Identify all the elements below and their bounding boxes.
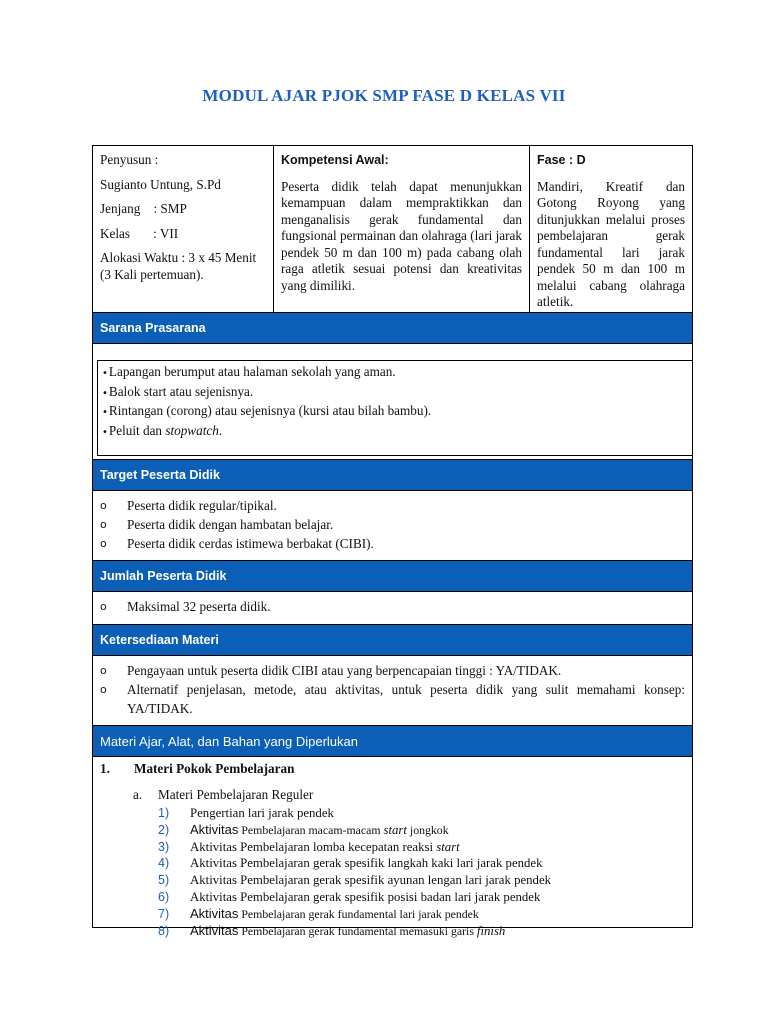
kompetensi-title: Kompetensi Awal: [281, 153, 389, 167]
circle-bullet-icon: o [100, 683, 107, 696]
bullet-icon: • [102, 368, 108, 379]
materi-pokok-heading: 1. Materi Pokok Pembelajaran [100, 761, 295, 776]
bullet-icon: • [102, 387, 108, 399]
item-number: 5) [158, 873, 170, 888]
item-number: 3) [158, 839, 170, 854]
circle-bullet-icon: o [100, 664, 107, 677]
list-item: •Lapangan berumput atau halaman sekolah yang aman. [102, 364, 396, 379]
item-text: Aktivitas Pembelajaran gerak spesifik langkah kaki lari jarak pendek [190, 856, 543, 871]
list-item: o Peserta didik regular/tipikal. [100, 498, 277, 513]
item-number: 2) [158, 822, 170, 837]
penyusun-cell [93, 146, 274, 312]
jumlah-heading: Jumlah Peserta Didik [92, 560, 693, 591]
list-item: o Peserta didik dengan hambatan belajar. [100, 517, 334, 532]
item-number: 6) [158, 889, 170, 904]
page-title: MODUL AJAR PJOK SMP FASE D KELAS VII [202, 86, 566, 105]
item-number: 1) [158, 806, 170, 820]
ketersediaan-heading: Ketersediaan Materi [92, 624, 693, 655]
list-item: o Alternatif penjelasan, metode, atau aktivitas, untuk peserta didik yang sulit memahami konsep: YA/TIDAK. [100, 682, 685, 716]
jumlah-list [92, 591, 693, 624]
jenjang-text: Jenjang : SMP [100, 201, 187, 216]
item-number: 4) [158, 856, 170, 871]
info-row [92, 145, 693, 312]
penyusun-label: Penyusun : [100, 152, 159, 167]
list-item [158, 923, 685, 940]
fase-text: Mandiri, Kreatif dan Gotong Royong yang ditunjukkan melalui proses pembelajaran gerak fundamental lari jarak pendek 50 m dan 100 m melalui cabang olahraga atletik. [537, 178, 685, 309]
list-item [158, 906, 685, 923]
ketersediaan-list [92, 655, 693, 725]
sarana-heading: Sarana Prasarana [92, 312, 693, 343]
list-item: •Rintangan (corong) atau sejenisnya (kursi atau bilah bambu). [102, 403, 432, 418]
list-item [158, 822, 685, 839]
item-number: 7) [158, 906, 170, 921]
circle-bullet-icon: o [100, 537, 107, 550]
circle-bullet-icon: o [100, 600, 107, 613]
item-text: Aktivitas Pembelajaran gerak fundamental memasuki garis finish [190, 922, 506, 938]
bullet-icon: • [102, 407, 108, 418]
materi-list [158, 805, 685, 939]
item-text: Aktivitas Pembelajaran macam-macam start jongkok [190, 821, 449, 837]
item-text: Aktivitas Pembelajaran gerak spesifik posisi badan lari jarak pendek [190, 889, 541, 904]
item-text: Aktivitas Pembelajaran gerak spesifik ayunan lengan lari jarak pendek [190, 873, 552, 888]
kelas-text: Kelas : VII [100, 225, 179, 241]
modul-table [92, 145, 693, 938]
item-text: Aktivitas Pembelajaran gerak fundamental lari jarak pendek [190, 905, 479, 921]
list-item: o Peserta didik cerdas istimewa berbakat (CIBI). [100, 536, 374, 551]
list-item: •Peluit dan stopwatch. [102, 422, 223, 438]
sarana-list [97, 360, 692, 456]
list-item [158, 839, 685, 856]
sarana-section [92, 343, 693, 459]
list-item [158, 855, 685, 872]
item-number: 8) [158, 923, 170, 938]
item-text: Pengertian lari jarak pendek [190, 806, 334, 820]
item-text: Aktivitas Pembelajaran lomba kecepatan reaksi start [190, 839, 460, 854]
list-item [158, 889, 685, 906]
penyusun-name: Sugianto Untung, S.Pd [100, 176, 221, 192]
kompetensi-cell [274, 146, 530, 312]
list-item: o Pengayaan untuk peserta didik CIBI atau yang berpencapaian tinggi : YA/TIDAK. [100, 663, 562, 678]
circle-bullet-icon: o [100, 518, 107, 531]
kompetensi-text: Peserta didik telah dapat menunjukkan kemampuan dalam mempraktikkan dan menganalisis gerak fundamental dan fungsional permainan dan olahraga (lari jarak pendek 50 m dan 100 m) pada cabang olah raga atletik sesuai potensi dan kreativitas yang dimiliki. [281, 178, 522, 293]
materi-section [92, 756, 693, 938]
materi-heading: Materi Ajar, Alat, dan Bahan yang Diperlukan [92, 725, 693, 756]
fase-cell [530, 146, 692, 312]
fase-title: Fase : D [537, 153, 586, 167]
materi-reguler-heading: a. Materi Pembelajaran Reguler [133, 787, 314, 802]
target-list [92, 490, 693, 560]
circle-bullet-icon: o [100, 499, 107, 512]
list-item [158, 872, 685, 889]
list-item: o Maksimal 32 peserta didik. [100, 599, 271, 614]
target-heading: Target Peserta Didik [92, 459, 693, 490]
bullet-icon: • [102, 426, 108, 438]
alokasi-text: Alokasi Waktu : 3 x 45 Menit (3 Kali pertemuan). [100, 250, 257, 282]
list-item [158, 805, 685, 822]
list-item: •Balok start atau sejenisnya. [102, 383, 254, 399]
